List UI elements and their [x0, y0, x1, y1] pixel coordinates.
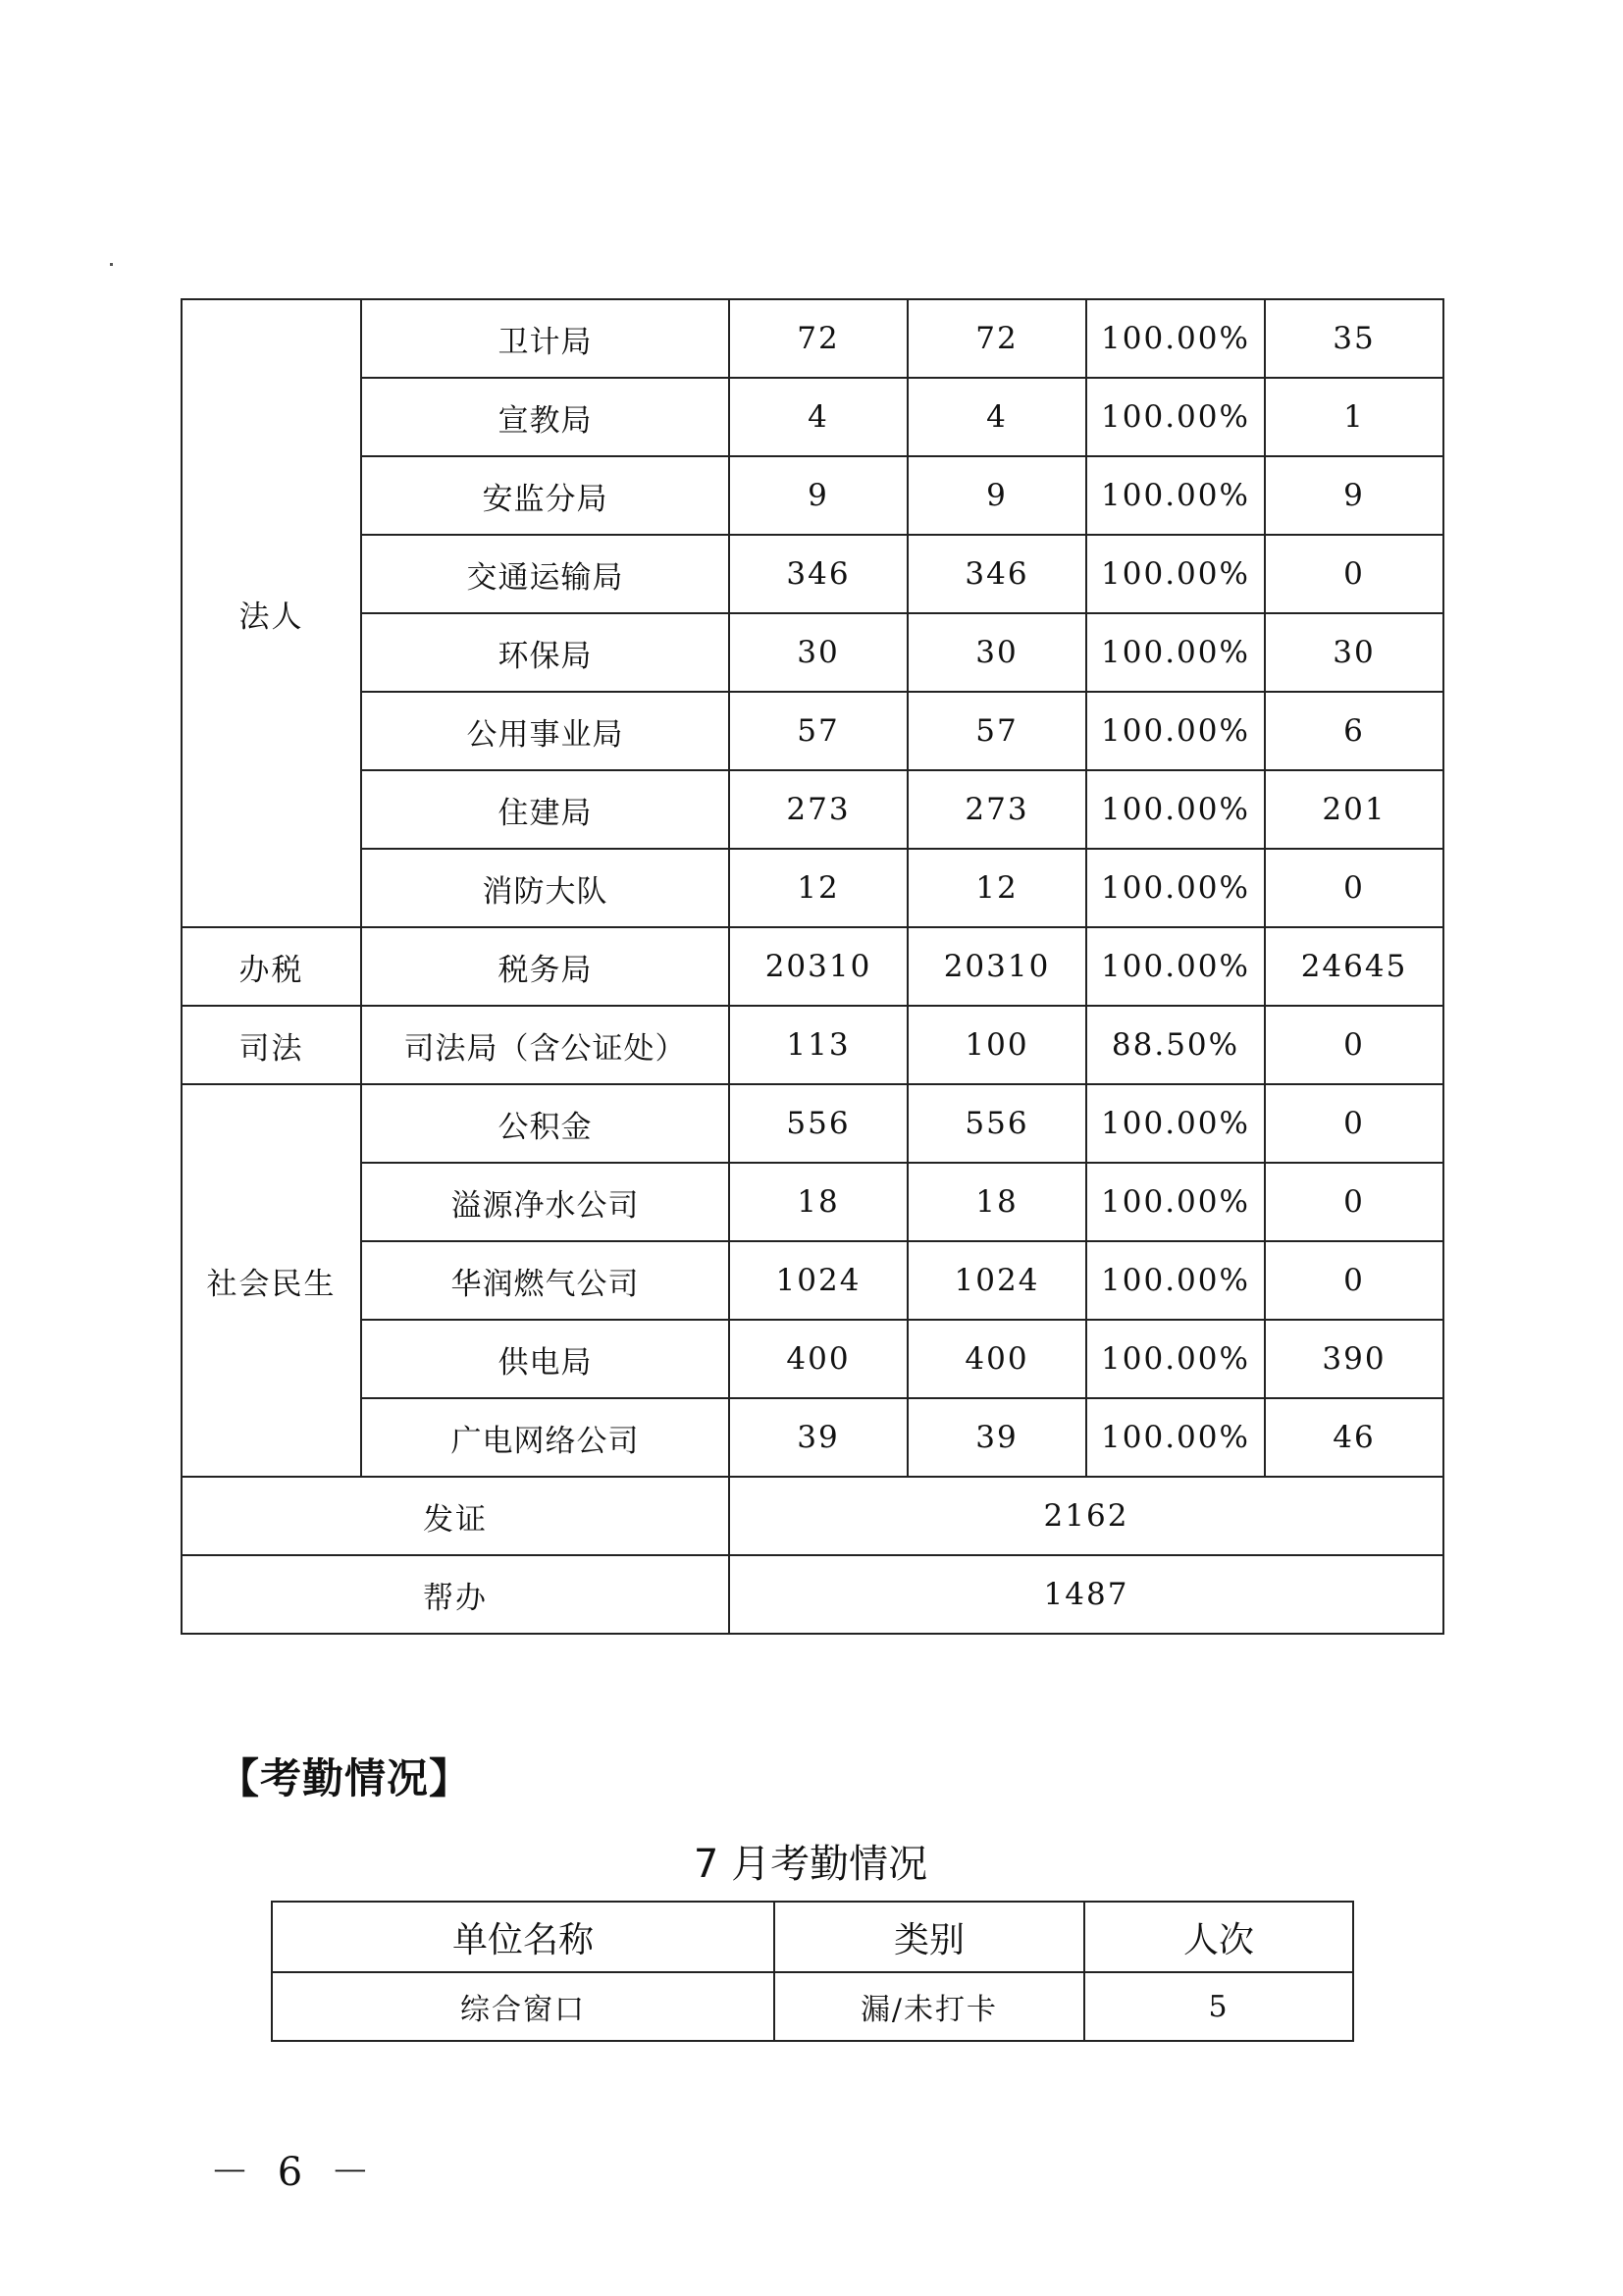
count-d-cell: 9 — [1265, 456, 1443, 535]
count-d-cell: 46 — [1265, 1398, 1443, 1477]
count-b-cell: 556 — [908, 1084, 1086, 1163]
category-cell: 法人 — [182, 299, 361, 927]
count-a-cell: 400 — [729, 1320, 908, 1398]
count-a-cell: 273 — [729, 770, 908, 849]
attendance-heading: 【考勤情况】 — [218, 1754, 472, 1802]
summary-value: 2162 — [729, 1477, 1443, 1555]
department-cell: 安监分局 — [361, 456, 729, 535]
rate-cell: 100.00% — [1086, 770, 1265, 849]
table-row — [182, 1241, 1443, 1320]
department-cell: 宣教局 — [361, 378, 729, 456]
rate-cell: 100.00% — [1086, 1163, 1265, 1241]
department-cell: 税务局 — [361, 927, 729, 1006]
count-b-cell: 12 — [908, 849, 1086, 927]
stats-table-body — [182, 299, 1443, 1634]
table-row — [182, 299, 1443, 378]
table-row — [182, 1006, 1443, 1084]
count-a-cell: 39 — [729, 1398, 908, 1477]
department-cell: 交通运输局 — [361, 535, 729, 613]
attendance-header-row — [272, 1902, 1353, 1972]
table-row — [182, 535, 1443, 613]
count-b-cell: 1024 — [908, 1241, 1086, 1320]
attendance-row — [272, 1972, 1353, 2041]
count-a-cell: 72 — [729, 299, 908, 378]
department-cell: 华润燃气公司 — [361, 1241, 729, 1320]
count-d-cell: 0 — [1265, 1241, 1443, 1320]
count-a-cell: 4 — [729, 378, 908, 456]
department-cell: 广电网络公司 — [361, 1398, 729, 1477]
department-cell: 消防大队 — [361, 849, 729, 927]
count-b-cell: 4 — [908, 378, 1086, 456]
count-d-cell: 0 — [1265, 535, 1443, 613]
category-cell: 漏/未打卡 — [774, 1972, 1084, 2041]
count-b-cell: 400 — [908, 1320, 1086, 1398]
rate-cell: 100.00% — [1086, 456, 1265, 535]
summary-label: 发证 — [182, 1477, 729, 1555]
scan-speck — [110, 263, 113, 266]
summary-label: 帮办 — [182, 1555, 729, 1634]
count-d-cell: 24645 — [1265, 927, 1443, 1006]
count-b-cell: 100 — [908, 1006, 1086, 1084]
department-cell: 卫计局 — [361, 299, 729, 378]
attendance-caption: 7 月考勤情况 — [693, 1842, 928, 1887]
rate-cell: 100.00% — [1086, 849, 1265, 927]
department-cell: 公用事业局 — [361, 692, 729, 770]
category-cell: 司法 — [182, 1006, 361, 1084]
count-b-cell: 39 — [908, 1398, 1086, 1477]
stats-table — [181, 298, 1444, 1635]
header-category: 类别 — [774, 1902, 1084, 1972]
count-d-cell: 0 — [1265, 849, 1443, 927]
department-cell: 溢源净水公司 — [361, 1163, 729, 1241]
count-a-cell: 113 — [729, 1006, 908, 1084]
count-a-cell: 9 — [729, 456, 908, 535]
table-row — [182, 1398, 1443, 1477]
count-d-cell: 0 — [1265, 1084, 1443, 1163]
count-b-cell: 273 — [908, 770, 1086, 849]
header-count: 人次 — [1084, 1902, 1353, 1972]
count-d-cell: 1 — [1265, 378, 1443, 456]
table-row — [182, 770, 1443, 849]
table-row — [182, 613, 1443, 692]
count-a-cell: 30 — [729, 613, 908, 692]
count-b-cell: 346 — [908, 535, 1086, 613]
count-d-cell: 6 — [1265, 692, 1443, 770]
count-d-cell: 0 — [1265, 1006, 1443, 1084]
count-a-cell: 18 — [729, 1163, 908, 1241]
attendance-table — [271, 1901, 1354, 2042]
rate-cell: 100.00% — [1086, 1398, 1265, 1477]
category-cell: 社会民生 — [182, 1084, 361, 1477]
count-d-cell: 390 — [1265, 1320, 1443, 1398]
count-d-cell: 201 — [1265, 770, 1443, 849]
department-cell: 公积金 — [361, 1084, 729, 1163]
rate-cell: 100.00% — [1086, 927, 1265, 1006]
table-row — [182, 378, 1443, 456]
count-a-cell: 12 — [729, 849, 908, 927]
rate-cell: 100.00% — [1086, 299, 1265, 378]
department-cell: 住建局 — [361, 770, 729, 849]
table-row — [182, 927, 1443, 1006]
count-b-cell: 72 — [908, 299, 1086, 378]
rate-cell: 100.00% — [1086, 1320, 1265, 1398]
count-a-cell: 346 — [729, 535, 908, 613]
unit-name-cell: 综合窗口 — [272, 1972, 774, 2041]
department-cell: 供电局 — [361, 1320, 729, 1398]
summary-row — [182, 1477, 1443, 1555]
count-a-cell: 20310 — [729, 927, 908, 1006]
table-row — [182, 1084, 1443, 1163]
rate-cell: 100.00% — [1086, 378, 1265, 456]
department-cell: 司法局（含公证处） — [361, 1006, 729, 1084]
rate-cell: 100.00% — [1086, 1241, 1265, 1320]
count-b-cell: 18 — [908, 1163, 1086, 1241]
count-d-cell: 0 — [1265, 1163, 1443, 1241]
rate-cell: 100.00% — [1086, 692, 1265, 770]
table-row — [182, 692, 1443, 770]
table-row — [182, 1320, 1443, 1398]
table-row — [182, 1163, 1443, 1241]
rate-cell: 100.00% — [1086, 535, 1265, 613]
count-b-cell: 30 — [908, 613, 1086, 692]
count-d-cell: 30 — [1265, 613, 1443, 692]
count-b-cell: 9 — [908, 456, 1086, 535]
department-cell: 环保局 — [361, 613, 729, 692]
rate-cell: 100.00% — [1086, 613, 1265, 692]
page-number: － 6 － — [210, 2150, 378, 2195]
table-row — [182, 456, 1443, 535]
header-unit-name: 单位名称 — [272, 1902, 774, 1972]
count-b-cell: 57 — [908, 692, 1086, 770]
count-a-cell: 1024 — [729, 1241, 908, 1320]
summary-row — [182, 1555, 1443, 1634]
rate-cell: 100.00% — [1086, 1084, 1265, 1163]
rate-cell: 88.50% — [1086, 1006, 1265, 1084]
summary-value: 1487 — [729, 1555, 1443, 1634]
table-row — [182, 849, 1443, 927]
count-d-cell: 35 — [1265, 299, 1443, 378]
count-a-cell: 556 — [729, 1084, 908, 1163]
attendance-table-body — [272, 1902, 1353, 2041]
count-b-cell: 20310 — [908, 927, 1086, 1006]
count-a-cell: 57 — [729, 692, 908, 770]
count-cell: 5 — [1084, 1972, 1353, 2041]
category-cell: 办税 — [182, 927, 361, 1006]
